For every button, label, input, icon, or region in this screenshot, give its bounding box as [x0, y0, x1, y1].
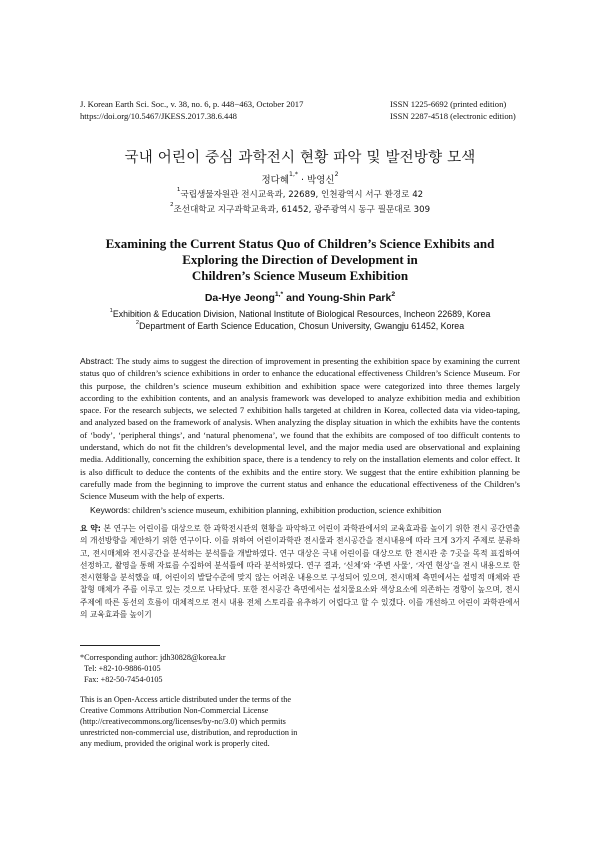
english-affiliation-2: [0, 321, 600, 331]
corresponding-tel: Tel: +82-10-9886-0105: [84, 664, 161, 673]
english-authors: [0, 292, 600, 304]
english-aff-2-text: Department of Earth Science Education, Chosun University, Gwangju 61452, Korea: [139, 321, 465, 331]
abstract-text: The study aims to suggest the direction of improvement in presenting the exhibition space by examining the current status quo of children’s science exhibitions in order to enhance the educational effectiveness Children’s Science Museum. For this purpose, the children’s science museum exhibition and exhibition space were categorized into three themes largely according to the exhibition contents, and an analysis framework was developed to analyze exhibition media and exhibition space. For the research subjects, we selected 7 exhibition halls targeted at children in Korea, collected data via video-taping, and analyzed based on the framework of analysis. When analyzing the display situation in which the exhibits have the contents of ‘body’, ‘peripheral things’, and ‘natural phenomena’, we found that the exhibits are composed of too difficult contents to understand, which do not fit the children’s developmental level, and the major media used are observational and explaining media. Additionally, concerning the exhibition space, there is a tendency to rely on the installation elements and color effect. It is also difficult to deduce the contents of the exhibits and the entire story. We suggest that the entire exhibition planning be carefully made from the beginning to improve the current status and enhance the educational effectiveness of the Children’s Science Museum with the help of experts.: [80, 356, 520, 502]
english-aff-1-text: Exhibition & Education Division, National Institute of Biological Resources, Incheon 22689, Korea: [112, 309, 491, 319]
english-abstract: [80, 355, 520, 503]
corresponding-fax: Fax: +82-50-7454-0105: [84, 675, 163, 684]
issn-print: ISSN 1225-6692 (printed edition): [390, 99, 507, 109]
english-aff-1-sup: 1: [109, 308, 113, 314]
english-affiliation-1: [0, 309, 600, 319]
english-title-line-2: Exploring the Direction of Development in: [182, 252, 418, 267]
korean-author-2: 박영신: [307, 175, 335, 186]
english-author-1-sup: 1,*: [274, 291, 284, 298]
english-author-2-sup: 2: [391, 291, 396, 298]
correspondence-footnote: [80, 652, 226, 685]
keywords-text: children’s science museum, exhibition planning, exhibition production, science exhibition: [130, 505, 442, 515]
issn-block: [390, 99, 516, 122]
journal-citation: J. Korean Earth Sci. Soc., v. 38, no. 6, p. 448−463, October 2017: [80, 99, 304, 109]
abstract-label: Abstract:: [80, 356, 114, 366]
english-title-line-1: Examining the Current Status Quo of Children’s Science Exhibits and: [105, 236, 495, 251]
author-separator: ·: [297, 175, 308, 186]
korean-affiliation-2: [0, 203, 600, 215]
journal-citation-block: [80, 99, 303, 122]
korean-affiliation-1: [0, 188, 600, 200]
english-author-2: Young-Shin Park: [307, 292, 392, 304]
korean-authors: [0, 172, 600, 186]
doi-link[interactable]: https://doi.org/10.5467/JKESS.2017.38.6.448: [80, 110, 237, 121]
korean-aff-1-text: 국립생물자원관 전시교육과, 22689, 인천광역시 서구 환경로 42: [180, 190, 424, 200]
keywords: [90, 505, 441, 515]
keywords-label: Keywords:: [90, 505, 131, 515]
korean-aff-2-sup: 2: [169, 202, 174, 208]
open-access-notice: This is an Open-Access article distributed under the terms of the Creative Commons Attribution Non-Commercial License (http://creativecommons.org/licenses/by-nc/3.0) which permits unrestricted non-commercial use, distribution, and reproduction in any medium, provided the original work is properly cited.: [80, 695, 298, 748]
english-title: [70, 236, 530, 284]
korean-aff-2-text: 조선대학교 지구과학교육과, 61452, 광주광역시 동구 필문대로 309: [173, 205, 431, 215]
korean-abstract: [80, 523, 520, 621]
footnote-divider: [80, 645, 160, 646]
korean-title: 국내 어린이 중심 과학전시 현황 파악 및 발전방향 모색: [124, 150, 476, 166]
korean-author-2-sup: 2: [334, 171, 339, 178]
korean-author-1-sup: 1,*: [289, 171, 298, 178]
korean-aff-1-sup: 1: [176, 187, 181, 193]
english-title-line-3: Children’s Science Museum Exhibition: [191, 268, 409, 283]
english-author-1: Da-Hye Jeong: [204, 292, 275, 304]
issn-electronic: ISSN 2287-4518 (electronic edition): [390, 110, 516, 121]
korean-abstract-label: 요 약:: [80, 524, 101, 533]
corresponding-author: *Corresponding author: jdh30828@korea.kr: [80, 653, 226, 662]
korean-author-1: 정다혜: [261, 175, 290, 186]
korean-abstract-text: 본 연구는 어린이를 대상으로 한 과학전시관의 현황을 파악하고 어린이 과학관에서의 교육효과를 높이기 위한 전시 공간연출의 개선방향을 제안하기 위한 연구이다. 이를 위하여 어린이과학관 전시물과 전시공간을 전시내용에 따라 크게 3가지 주제로 분류하고, 전시매체와 전시공간을 분석하는 분석틀을 개발하였다. 연구 대상은 국내 어린이를 대상으로 한 전시관 총 7곳을 목적 표집하여 선정하고, 촬영을 통해 자료를 수집하여 분석틀에 따라 분석하였다. 연구 결과, ‘신체’와 ‘주변 사물’, ‘자연 현상’을 전시 내용으로 한 전시현황을 분석했을 때, 어린이의 발달수준에 맞지 않는 어려운 내용으로 구성되어 있으며, 전시매체 측면에서는 설명적 매체와 관찰형 매체가 주를 이루고 있는 것으로 나타났다. 또한 전시공간 측면에서는 설치물요소와 색상요소에 의존하는 경향이 높으며, 전시 주제에 따른 동선의 흐름이 대체적으로 전시 내용 전체 스토리를 유추하기 어렵다고 할 수 있겠다. 이를 개선하고 어린이 과학관에서의 교육효과를 높이기: [80, 524, 520, 620]
english-aff-2-sup: 2: [135, 320, 140, 326]
author-conjunction: and: [283, 292, 308, 304]
